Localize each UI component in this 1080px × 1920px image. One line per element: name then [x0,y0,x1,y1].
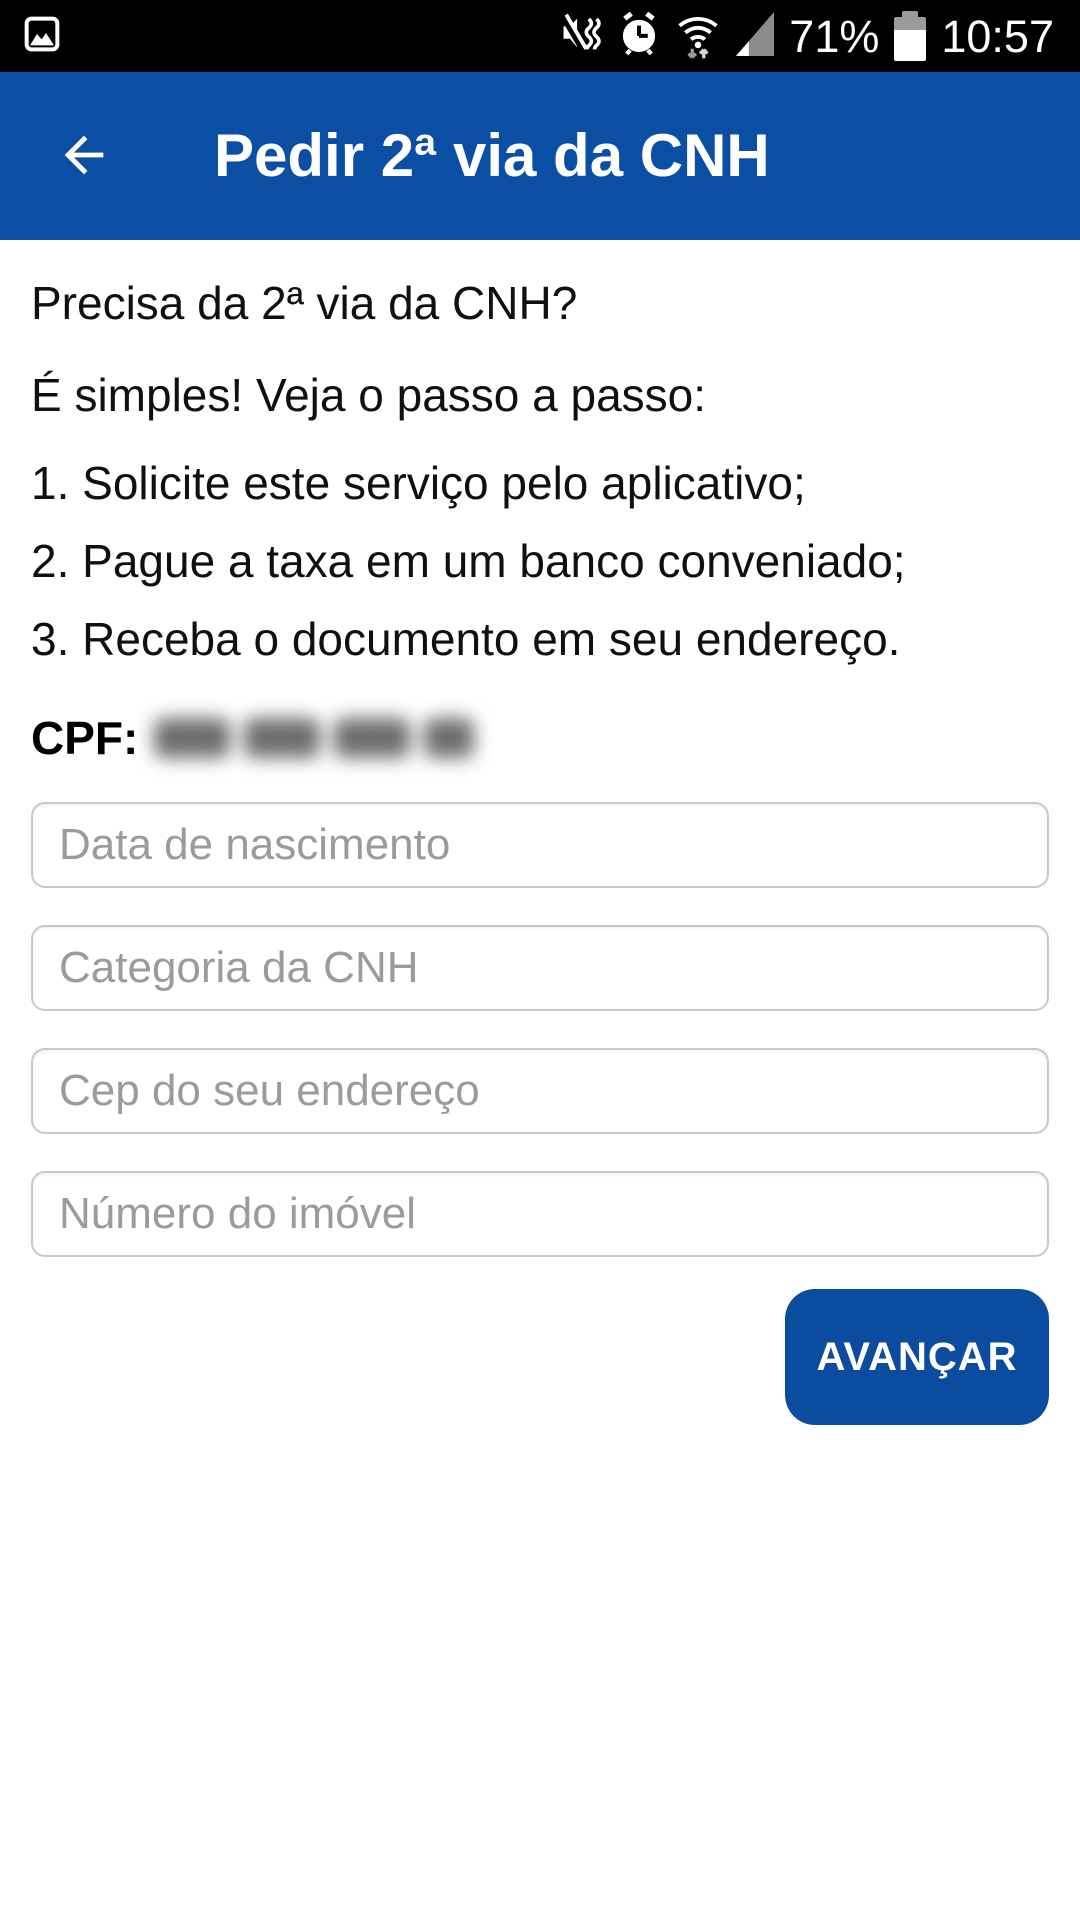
wifi-icon [675,8,721,65]
arrow-left-icon [55,126,113,187]
status-bar [0,0,1080,72]
main-content [0,277,1080,1425]
step-2: 2. Pague a taxa em um banco conveniado; [31,535,906,587]
battery-percent: 71% [789,10,880,62]
cnh-category-input[interactable] [31,925,1049,1011]
birthdate-input[interactable] [31,802,1049,888]
cpf-label: CPF: [31,712,139,764]
back-button[interactable] [54,126,114,186]
cep-input[interactable] [31,1048,1049,1134]
cpf-value-redacted [154,718,474,758]
app-header [0,72,1080,240]
cpf-row [31,712,1049,764]
battery-icon [894,11,926,61]
page-title: Pedir 2ª via da CNH [214,122,770,189]
step-1: 1. Solicite este serviço pelo aplicativo; [31,457,806,509]
gallery-icon [22,14,62,59]
step-3: 3. Receba o documento em seu endereço. [31,613,901,665]
signal-icon [734,10,776,63]
address-number-input[interactable] [31,1171,1049,1257]
clock-time: 10:57 [941,10,1054,62]
vibrate-mute-icon [557,9,603,64]
intro-subtitle: É simples! Veja o passo a passo: [31,369,707,421]
advance-button[interactable]: AVANÇAR [785,1289,1049,1425]
intro-question: Precisa da 2ª via da CNH? [31,277,578,329]
button-row [31,1289,1049,1425]
alarm-icon [616,9,662,64]
